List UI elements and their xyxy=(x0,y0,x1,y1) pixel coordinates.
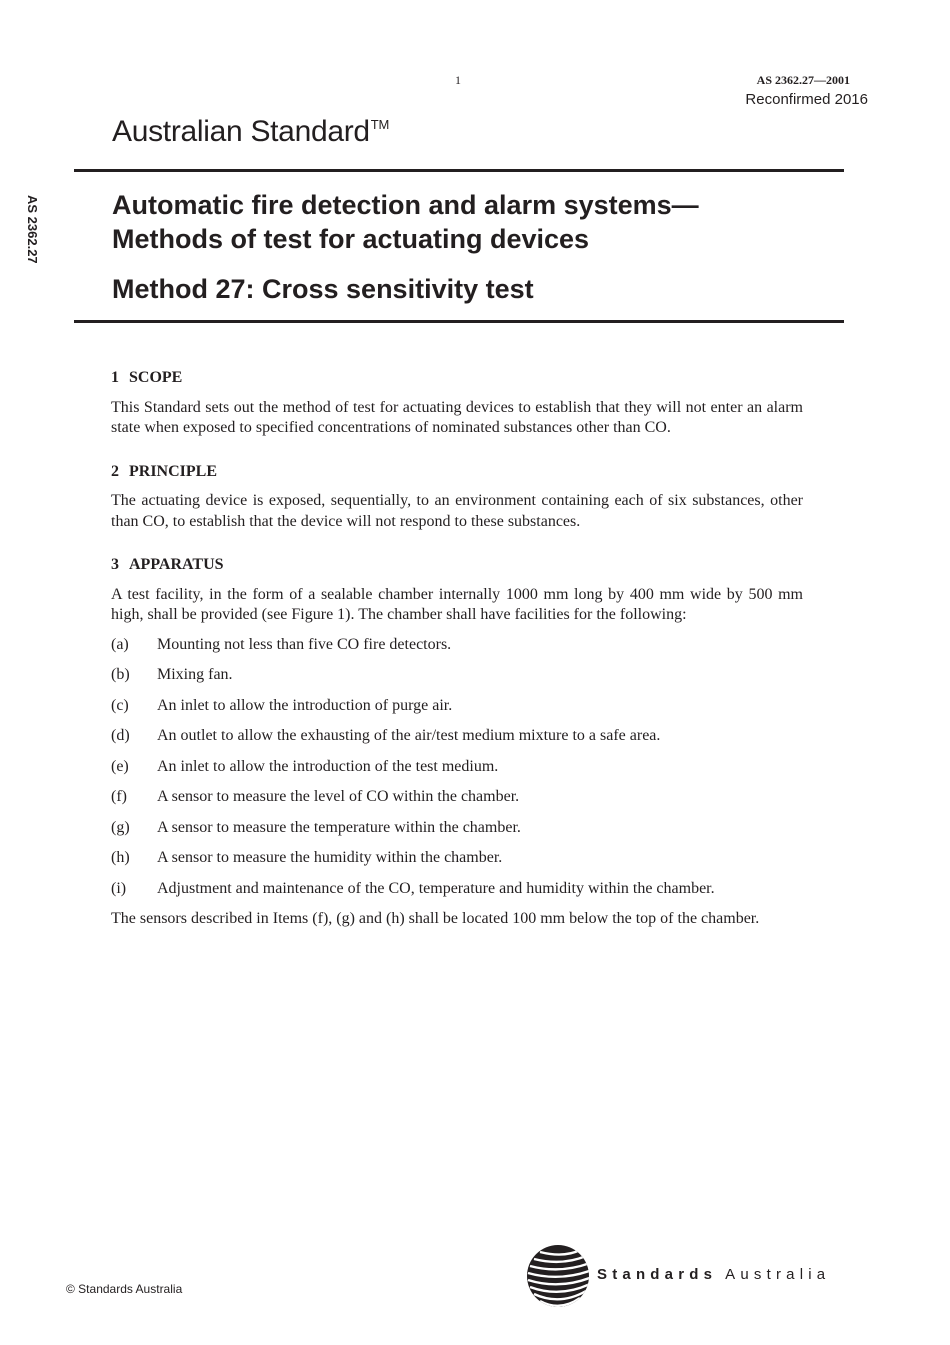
brand-name: Australian Standard xyxy=(112,115,370,148)
list-item xyxy=(111,757,803,778)
section-number: 1 xyxy=(111,369,119,386)
list-item-label: (a) xyxy=(111,635,129,653)
list-item-label: (c) xyxy=(111,696,129,714)
logo-word-australia: Australia xyxy=(725,1266,831,1283)
list-item xyxy=(111,635,803,656)
section-number: 2 xyxy=(111,462,119,480)
trademark-mark: TM xyxy=(370,117,389,132)
side-document-code: AS 2362.27 xyxy=(25,195,40,264)
title-line-1: Automatic fire detection and alarm systems— xyxy=(112,190,699,220)
list-item-text: An inlet to allow the introduction of purge air. xyxy=(157,696,453,714)
document-code: AS 2362.27—2001 xyxy=(756,73,850,87)
list-item-label: (e) xyxy=(111,757,129,775)
list-item xyxy=(111,696,803,717)
standards-australia-logo-icon xyxy=(526,1244,590,1308)
reconfirmed-note: Reconfirmed 2016 xyxy=(745,91,868,108)
list-item-label: (h) xyxy=(111,849,130,866)
list-item-label: (f) xyxy=(111,788,127,805)
title-line-2: Methods of test for actuating devices xyxy=(112,224,590,254)
section-number: 3 xyxy=(111,556,119,573)
list-item-text: An inlet to allow the introduction of the test medium. xyxy=(157,757,499,775)
list-item-text: A sensor to measure the humidity within the chamber. xyxy=(157,849,503,866)
apparatus-intro: A test facility, in the form of a sealable chamber internally 1000 mm long by 400 mm wide by 500 mm high, shall be provided (see Figure 1). The chamber shall have facilities for the following: xyxy=(111,585,803,623)
list-item-text: Mixing fan. xyxy=(157,666,233,683)
list-item-label: (i) xyxy=(111,879,127,897)
section-title: APPARATUS xyxy=(129,556,224,573)
list-item xyxy=(111,787,803,808)
list-item-text: An outlet to allow the exhausting of the air/test medium mixture to a safe area. xyxy=(157,727,661,744)
copyright-notice: © Standards Australia xyxy=(66,1282,183,1296)
page-number: 1 xyxy=(455,73,461,87)
scope-paragraph: This Standard sets out the method of test for actuating devices to establish that they will not enter an alarm state when exposed to specified concentrations of nominated substances other than CO. xyxy=(111,398,803,436)
list-item-text: A sensor to measure the level of CO within the chamber. xyxy=(157,788,520,805)
logo-wordmark xyxy=(597,1266,830,1283)
section-heading-scope xyxy=(111,368,803,389)
method-title: Method 27: Cross sensitivity test xyxy=(112,274,534,304)
top-divider xyxy=(74,169,844,172)
apparatus-list xyxy=(111,635,803,900)
document-title xyxy=(112,188,832,256)
list-item-label: (b) xyxy=(111,666,130,683)
logo-word-standards: Standards xyxy=(597,1266,718,1283)
section-title: PRINCIPLE xyxy=(129,462,218,480)
document-body xyxy=(111,368,803,930)
list-item-text: A sensor to measure the temperature within the chamber. xyxy=(157,818,521,836)
principle-paragraph: The actuating device is exposed, sequentially, to an environment containing each of six substances, other than CO, to establish that the device will not respond to these substances. xyxy=(111,492,803,530)
list-item xyxy=(111,665,803,686)
list-item-label: (d) xyxy=(111,727,130,744)
section-title: SCOPE xyxy=(129,369,183,386)
list-item-text: Adjustment and maintenance of the CO, temperature and humidity within the chamber. xyxy=(157,879,715,897)
brand-heading xyxy=(112,115,389,149)
bottom-divider xyxy=(74,320,844,323)
list-item xyxy=(111,879,803,900)
list-item xyxy=(111,726,803,747)
apparatus-closing: The sensors described in Items (f), (g) and (h) shall be located 100 mm below the top of the chamber. xyxy=(111,910,760,927)
list-item xyxy=(111,818,803,839)
list-item-label: (g) xyxy=(111,818,130,836)
list-item-text: Mounting not less than five CO fire detectors. xyxy=(157,635,452,653)
list-item xyxy=(111,848,803,869)
section-heading-apparatus xyxy=(111,555,803,576)
section-heading-principle xyxy=(111,462,803,483)
